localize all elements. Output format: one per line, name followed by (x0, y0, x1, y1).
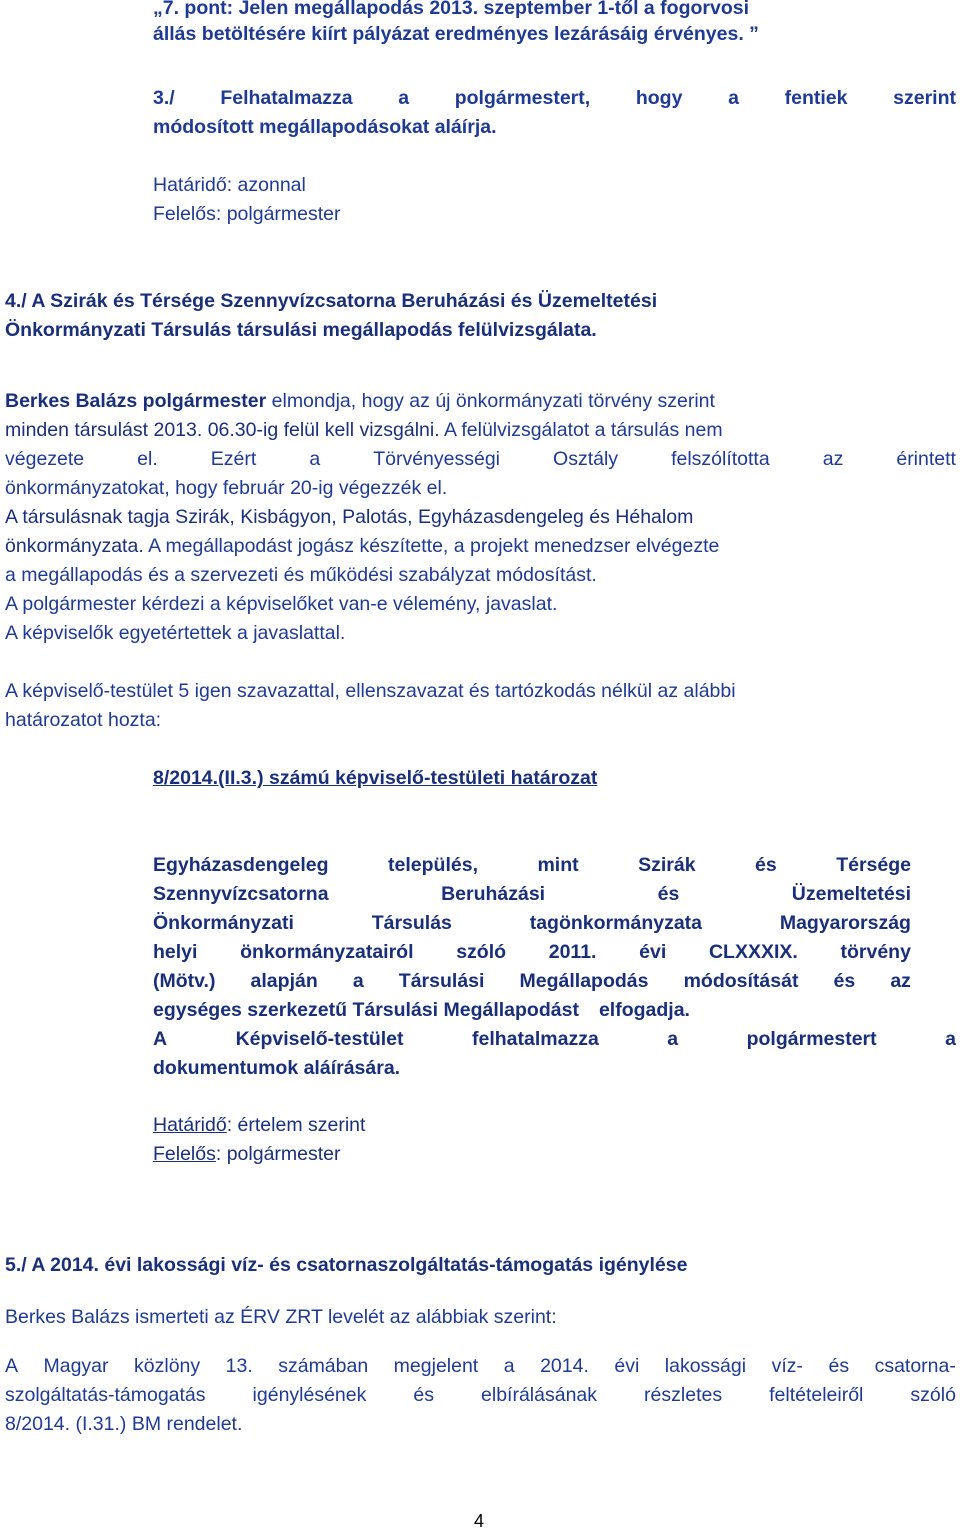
word: mint (537, 854, 579, 876)
word: Térsége (836, 854, 911, 876)
word: az (890, 970, 911, 992)
word: CLXXXIX. (708, 941, 798, 963)
resolution-line-8: dokumentumok aláírására. (153, 1057, 401, 1079)
word: módosítását (683, 970, 799, 992)
word: csatorna- (874, 1355, 956, 1377)
word: polgármestert (746, 1028, 877, 1050)
resolution-line-2 (153, 882, 911, 906)
paragraph-4: A képviselők egyetértettek a javaslattal. (5, 622, 346, 644)
word: végezete (5, 448, 85, 470)
word: felhatalmazza (472, 1028, 599, 1050)
word: hogy (635, 87, 683, 109)
resolution-line-6 (153, 998, 690, 1022)
paragraph-2-line-3: a megállapodás és a szervezeti és működési szabályzat módosítást. (5, 564, 597, 586)
word: elbírálásának (481, 1384, 598, 1406)
paragraph-1-line-2 (5, 418, 723, 442)
word: (Mötv.) (153, 970, 216, 992)
word: Képviselő-testület (235, 1028, 404, 1050)
word: és (413, 1384, 435, 1406)
word: a (667, 1028, 679, 1050)
word: Üzemeltetési (791, 883, 911, 905)
paragraph-1-line-4: önkormányzatokat, hogy február 20-ig végezzék el. (5, 477, 448, 499)
section-4-heading-line-2: Önkormányzati Társulás társulási megállapodás felülvizsgálata. (5, 319, 597, 341)
word: a (728, 87, 739, 109)
speaker-name: Berkes Balázs polgármester (5, 390, 267, 412)
responsible-value: : polgármester (215, 1143, 341, 1165)
word: Beruházási (441, 883, 546, 905)
resolution-line-7 (153, 1027, 956, 1051)
resolution-title: 8/2014.(II.3.) számú képviselő-testületi határozat (153, 767, 598, 789)
text: elmondja, hogy az új önkormányzati törvény szerint (266, 390, 715, 412)
word: tagönkormányzata (529, 912, 703, 934)
word: Osztály (553, 448, 619, 470)
word: Megállapodás (519, 970, 649, 992)
paragraph-3: A polgármester kérdezi a képviselőket van-e vélemény, javaslat. (5, 593, 558, 615)
word: 2014. (540, 1355, 589, 1377)
word: feltételeiről (769, 1384, 864, 1406)
vote-line-2: határozatot hozta: (5, 709, 162, 731)
word: Szennyvízcsatorna (153, 883, 329, 905)
word: a (309, 448, 321, 470)
word: a (503, 1355, 515, 1377)
paragraph-2-line-2 (5, 534, 719, 558)
word: Törvényességi (373, 448, 501, 470)
deadline-value: : értelem szerint (226, 1114, 366, 1136)
word: A (5, 1355, 19, 1377)
word: alapján (250, 970, 318, 992)
paragraph-2-line-1: A társulásnak tagja Szirák, Kisbágyon, Palotás, Egyházasdengeleg és Héhalom (5, 506, 694, 528)
word: és (657, 883, 680, 905)
resolution-deadline (153, 1113, 365, 1137)
word: 3./ (153, 87, 175, 109)
page-number: 4 (474, 1511, 485, 1531)
word: a (398, 87, 410, 109)
responsible-label: Felelős (153, 1143, 216, 1165)
resolution-line-3 (153, 911, 911, 935)
word: fentiek (784, 87, 848, 109)
resolution-responsible (153, 1142, 341, 1166)
word: Szirák (638, 854, 696, 876)
word: el. (137, 448, 158, 470)
deadline-label: Határidő (153, 1114, 227, 1136)
text: egységes szerkezetű Társulási Megállapodást (153, 999, 579, 1021)
word: 13. (225, 1355, 253, 1377)
word: település, (388, 854, 478, 876)
resolution-line-5 (153, 969, 911, 993)
paragraph-1-line-1 (5, 389, 715, 413)
word: érintett (896, 448, 956, 470)
word: a (945, 1028, 956, 1050)
word: önkormányzatairól (240, 941, 414, 963)
word: igénylésének (252, 1384, 367, 1406)
section-5-paragraph-2-line-1 (5, 1354, 956, 1378)
word: és (755, 854, 777, 876)
word: a (352, 970, 364, 992)
word: közlöny (134, 1355, 201, 1377)
word: Egyházasdengeleg (153, 854, 329, 876)
quote-line-1: „7. pont: Jelen megállapodás 2013. szeptember 1-től a fogorvosi (153, 0, 749, 19)
section-4-heading-line-1: 4./ A Szirák és Térsége Szennyvízcsatorna Beruházási és Üzemeltetési (5, 290, 658, 312)
word: szóló (456, 941, 507, 963)
text: elfogadja. (598, 999, 690, 1021)
word: évi (614, 1355, 640, 1377)
word: megjelent (393, 1355, 479, 1377)
word: Felhatalmazza (220, 87, 353, 109)
word: Társulási (398, 970, 485, 992)
word: Magyarország (779, 912, 911, 934)
item-3-line-2: módosított megállapodásokat aláírja. (153, 116, 497, 138)
resolution-line-4 (153, 940, 911, 964)
section-5-paragraph-1: Berkes Balázs ismerteti az ÉRV ZRT levelét az alábbiak szerint: (5, 1306, 557, 1328)
word: részletes (644, 1384, 723, 1406)
word: és (833, 970, 856, 992)
word: víz- (771, 1355, 803, 1377)
item-3-line-1 (153, 86, 956, 110)
text: önkormányzata. (5, 535, 144, 557)
text: minden társulást 2013. 06.30-ig felül kell vizsgálni. (5, 419, 440, 441)
word: az (822, 448, 844, 470)
word: 2011. (548, 941, 597, 963)
word: évi (639, 941, 667, 963)
section-5-paragraph-2-line-2 (5, 1383, 956, 1407)
word: szerint (893, 87, 956, 109)
section-5-paragraph-2-line-3: 8/2014. (I.31.) BM rendelet. (5, 1413, 243, 1435)
quote-line-2: állás betöltésére kiírt pályázat eredményes lezárásáig érvényes. ” (153, 23, 759, 45)
word: Ezért (210, 448, 257, 470)
word: helyi (153, 941, 198, 963)
text: A felülvizsgálatot a társulás nem (439, 419, 723, 441)
vote-line-1: A képviselő-testület 5 igen szavazattal, ellenszavazat és tartózkodás nélkül az alábbi (5, 680, 736, 702)
word: Magyar (43, 1355, 109, 1377)
word: szolgáltatás-támogatás (5, 1384, 206, 1406)
deadline: Határidő: azonnal (153, 174, 306, 196)
resolution-line-1 (153, 853, 911, 877)
responsible: Felelős: polgármester (153, 203, 341, 225)
word: szóló (910, 1384, 956, 1406)
paragraph-1-line-3 (5, 447, 956, 471)
text: A megállapodást jogász készítette, a projekt menedzser elvégezte (143, 535, 720, 557)
word: polgármestert, (454, 87, 591, 109)
word: számában (278, 1355, 369, 1377)
word: A (153, 1028, 168, 1050)
word: Önkormányzati (153, 912, 294, 934)
section-5-heading: 5./ A 2014. évi lakossági víz- és csatornaszolgáltatás-támogatás igénylése (5, 1254, 688, 1276)
word: Társulás (371, 912, 452, 934)
word: felszólította (671, 448, 770, 470)
word: és (828, 1355, 850, 1377)
word: lakossági (664, 1355, 747, 1377)
word: törvény (840, 941, 911, 963)
